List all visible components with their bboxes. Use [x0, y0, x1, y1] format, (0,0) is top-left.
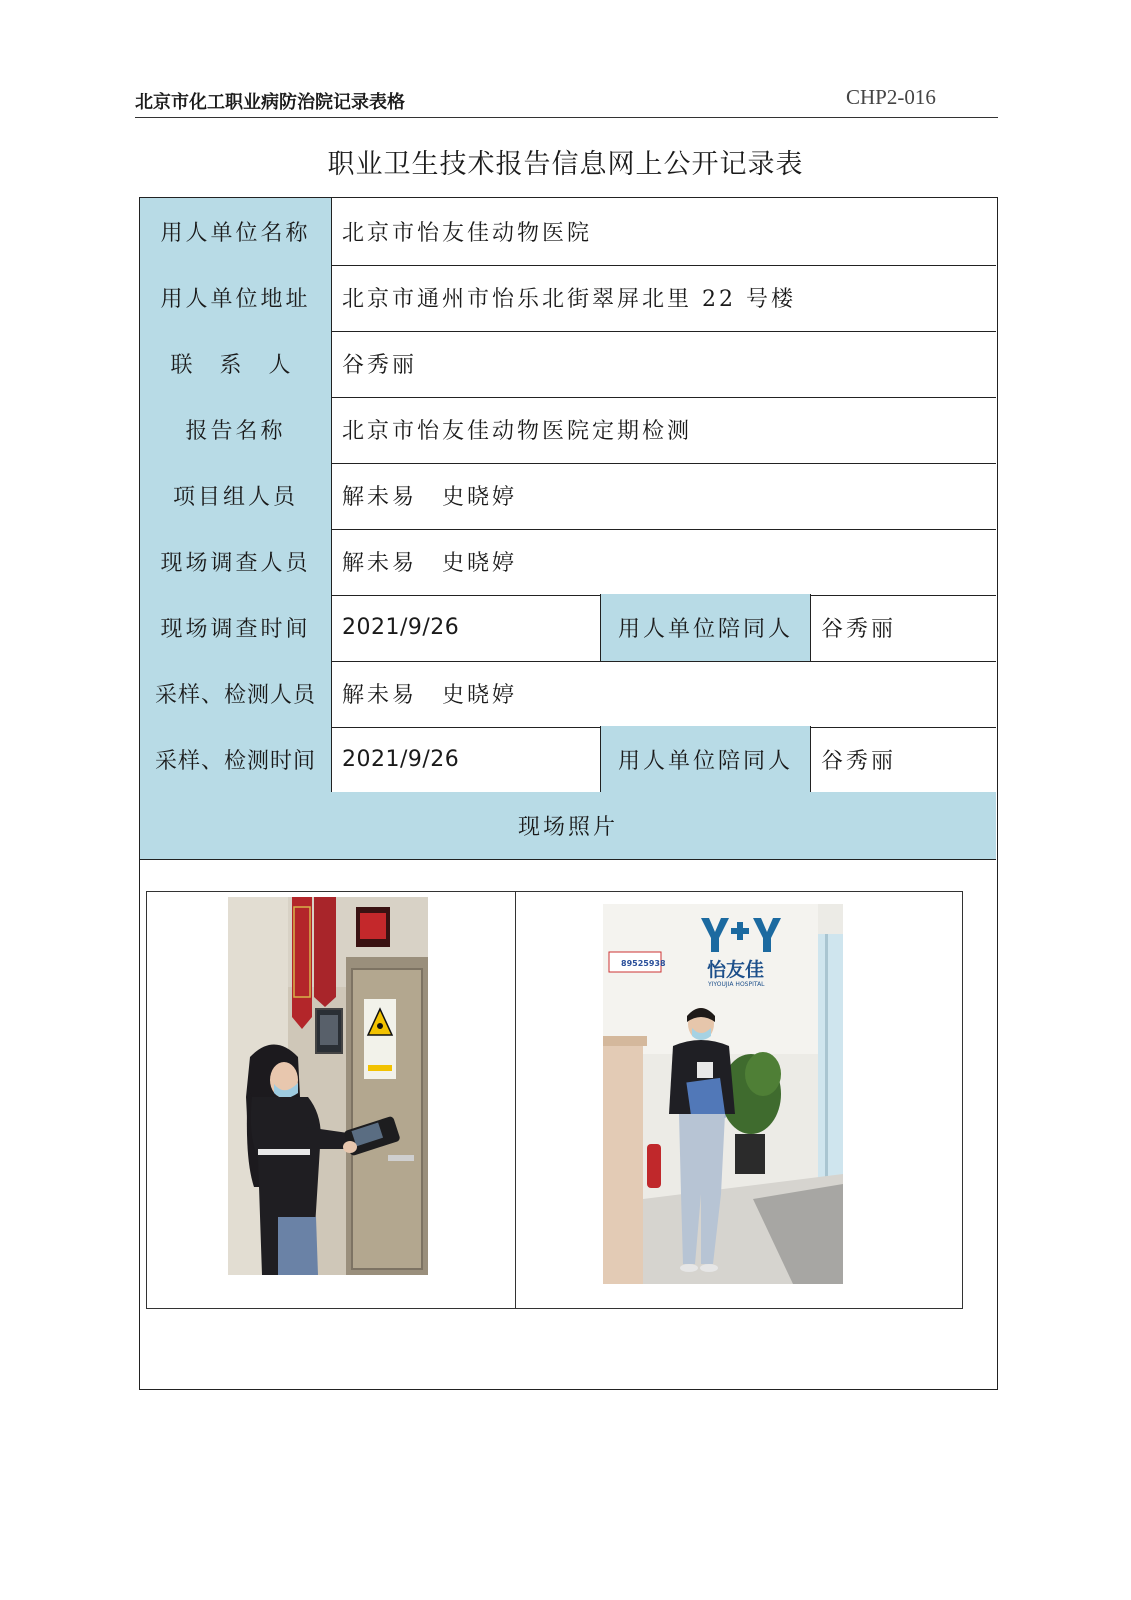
row-employer-name — [140, 198, 996, 266]
accompany-label-1: 用人单位陪同人 — [600, 594, 810, 661]
site-survey-staff-label: 现场调查人员 — [140, 528, 331, 595]
row-project-team — [140, 462, 996, 530]
photos-divider — [515, 892, 516, 1308]
employer-name-value: 北京市怡友佳动物医院 — [331, 198, 996, 265]
site-photo-left-image — [228, 897, 428, 1275]
employer-address-label: 用人单位地址 — [140, 264, 331, 331]
accompany-value-1: 谷秀丽 — [810, 594, 996, 661]
phone-number: 89525938 — [621, 959, 666, 968]
site-photo-right — [603, 904, 843, 1284]
row-report-name — [140, 396, 996, 464]
row-contact — [140, 330, 996, 398]
row-site-survey-staff — [140, 528, 996, 596]
employer-address-value: 北京市通州市怡乐北街翠屏北里 22 号楼 — [331, 264, 996, 331]
contact-value: 谷秀丽 — [331, 330, 996, 397]
contact-label: 联 系 人 — [140, 330, 331, 397]
row-site-survey-time — [140, 594, 996, 662]
hospital-logo-sub: YIYOUJIA HOSPITAL — [708, 981, 765, 988]
sampling-staff-label: 采样、检测人员 — [140, 660, 331, 727]
row-photos-header — [140, 792, 996, 860]
document-title: 职业卫生技术报告信息网上公开记录表 — [327, 149, 804, 180]
site-survey-time-label: 现场调查时间 — [140, 594, 331, 661]
site-survey-time-value: 2021/9/26 — [331, 594, 600, 661]
sampling-time-label: 采样、检测时间 — [140, 726, 331, 793]
project-team-label: 项目组人员 — [140, 462, 331, 529]
sampling-staff-value: 解未易 史晓婷 — [331, 660, 996, 727]
sampling-time-value: 2021/9/26 — [331, 726, 600, 793]
employer-name-label: 用人单位名称 — [140, 198, 331, 265]
form-code: CHP2-016 — [846, 85, 936, 109]
row-employer-address — [140, 264, 996, 332]
photos-label: 现场照片 — [140, 792, 996, 859]
record-form — [139, 197, 998, 1390]
hospital-logo-name: 怡友佳 — [707, 959, 765, 981]
row-sampling-staff — [140, 660, 996, 728]
row-sampling-time — [140, 726, 996, 794]
site-survey-staff-value: 解未易 史晓婷 — [331, 528, 996, 595]
site-photo-left — [228, 897, 428, 1275]
report-name-value: 北京市怡友佳动物医院定期检测 — [331, 396, 996, 463]
photos-table — [146, 891, 963, 1309]
accompany-label-2: 用人单位陪同人 — [600, 726, 810, 793]
accompany-value-2: 谷秀丽 — [810, 726, 996, 793]
project-team-value: 解未易 史晓婷 — [331, 462, 996, 529]
site-photo-right-image — [603, 904, 843, 1284]
institute-name: 北京市化工职业病防治院记录表格 — [135, 92, 405, 113]
header-rule — [135, 117, 998, 118]
report-name-label: 报告名称 — [140, 396, 331, 463]
